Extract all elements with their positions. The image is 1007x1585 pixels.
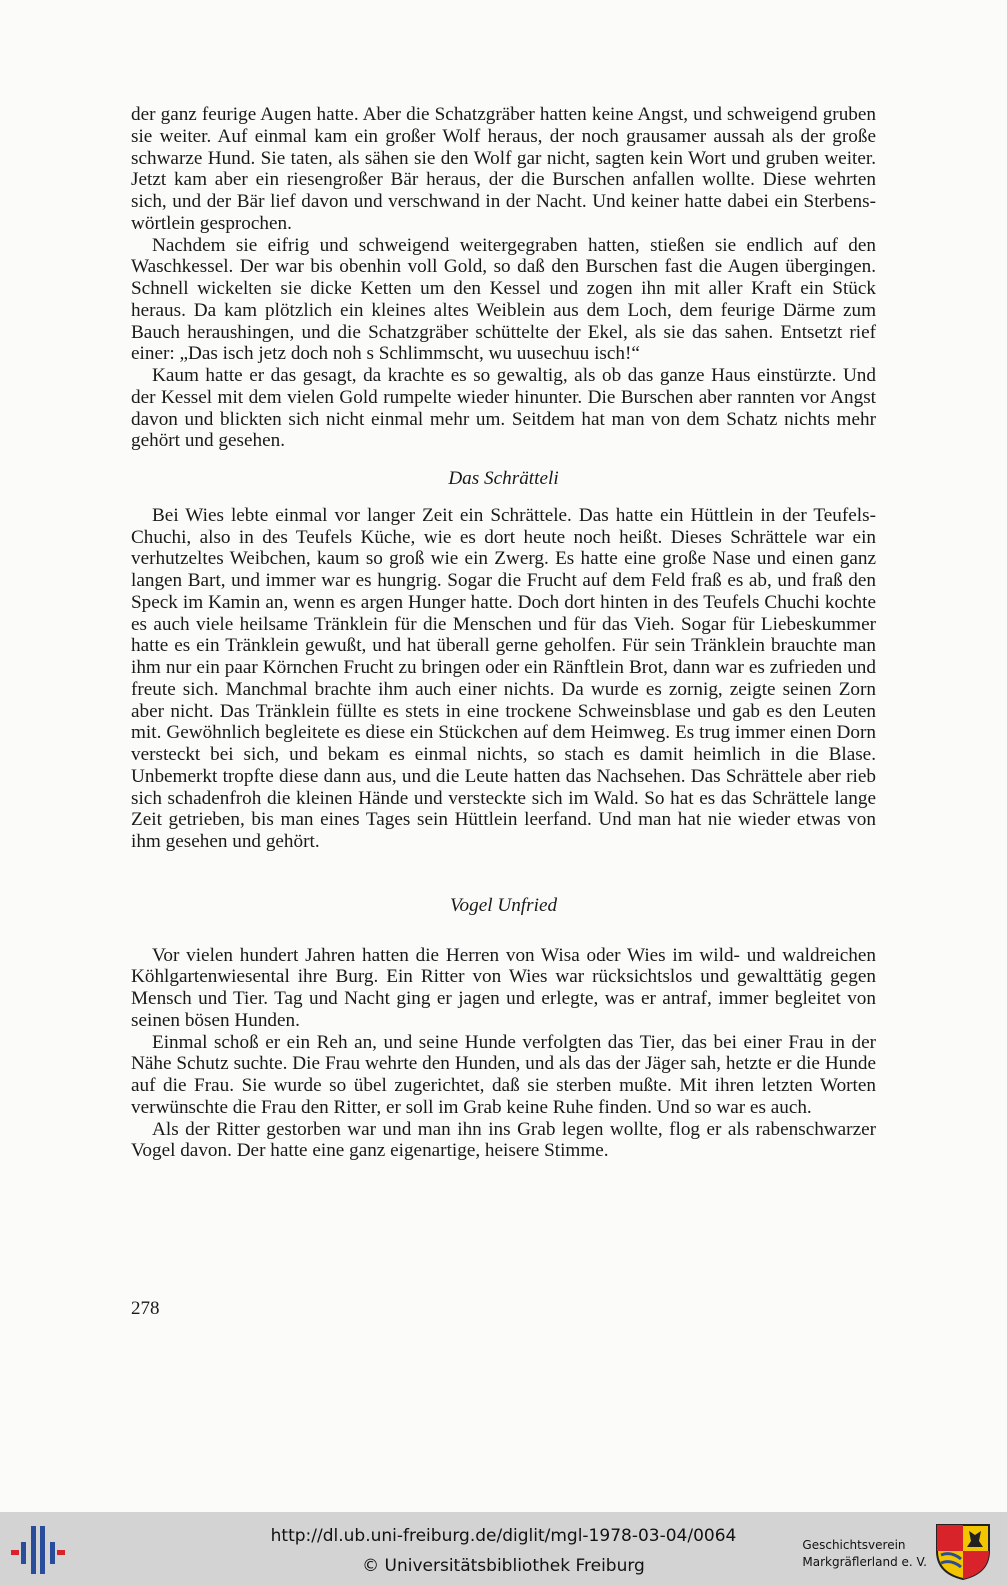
paragraph: Vor vielen hundert Jahren hatten die Herren von Wisa oder Wies im wild- und waldreichen Köhlgartenwiesental ihre Burg. Ein Ritter von Wies war rücksichtslos und gewalttätig gegen Mensch und Tier. Tag und Nacht ging er jagen und erlegte, was er antraf, immer begleitet von seinen bösen Hunden. [131,944,876,1031]
paragraph: Als der Ritter gestorben war und man ihn ins Grab legen wollte, flog er als rabenschwarzer Vogel davon. Der hatte eine ganz eigenartige, heisere Stimme. [131,1118,876,1162]
coat-of-arms-icon [933,1521,993,1581]
paragraph: Einmal schoß er ein Reh an, und seine Hunde verfolgten das Tier, das bei einer Frau in der Nähe Schutz suchte. Die Frau wehrte den Hunden, und als das der Jäger sah, hetzte er die Hunde auf die Frau. Sie wurde so übel zugerichtet, daß sie sterben mußte. Mit ihren letzten Worten verwünschte die Frau den Ritter, er soll im Grab keine Ruhe finden. Und so war es auch. [131,1031,876,1118]
organization-name [802,1537,927,1571]
paragraph: Nachdem sie eifrig und schweigend weitergegraben hatten, stießen sie endlich auf den Waschkessel. Der war bis obenhin voll Gold, so daß den Burschen fast die Augen übergingen. Schnell wickelten sie dicke Ketten um den Kessel und zogen ihn mit aller Kraft ein Stück heraus. Da kam plötzlich ein kleines altes Weiblein aus dem Loch, dem feurige Därme zum Bauch heraushingen, und die Schatzgräber schüttelte der Ekel, als sie das sahen. Entsetzt rief einer: „Das isch jetz doch noh s Schlimmscht, wu uusechuu isch!“ [131,234,876,365]
document-url-link[interactable]: http://dl.ub.uni-freiburg.de/diglit/mgl-1978-03-04/0064 [270,1526,737,1546]
footer-bar [0,1512,1007,1585]
paragraph: Bei Wies lebte einmal vor langer Zeit ein Schrättele. Das hatte ein Hüttlein in der Teufels-Chuchi, also in des Teufels Küche, wie es dort heute noch heißt. Dieses Schrättele war ein verhutzeltes Weibchen, kaum so groß wie ein Zwerg. Es hatte eine große Nase und einen ganz langen Bart, und immer war es hungrig. Sogar die Frucht auf dem Feld fraß es ab, und fraß den Speck im Kamin an, wenn es argen Hunger hatte. Doch dort hinten in des Teufels Chuchi kochte es auch viele heilsame Tränklein für die Menschen und für das Vieh. Sogar für Liebeskummer hatte es ein Tränklein gewußt, und hat überall gerne geholfen. Für sein Tränklein brauchte man ihm nur ein paar Körnchen Frucht zu bringen oder ein Ränftlein Brot, dann war es zufrieden und freute sich. Manchmal brachte ihm auch einer nichts. Da wurde es zornig, zeigte seinen Zorn aber nicht. Das Tränklein füllte es stets in eine trockene Schweinsblase und gab es den Leuten mit. Gewöhnlich begleitete es diese ein Stückchen auf dem Heimweg. Es trug immer einen Dorn versteckt bei sich, und bekam es einmal nichts, so stach es damit heimlich in die Blase. Unbemerkt tropfte diese dann aus, und die Leute hatten das Nachsehen. Das Schrättele aber rieb sich schadenfroh die kleinen Hände und versteckte sich im Wald. So hat es das Schrättele lange Zeit getrieben, bis man eines Tages sein Hüttlein leerfand. Und man hat nie wieder etwas von ihm gesehen und gehört. [131,504,876,852]
paragraph: Kaum hatte er das gesagt, da krachte es so gewaltig, als ob das ganze Haus einstürzte. Und der Kessel mit dem vielen Gold rumpelte wieder hinunter. Die Burschen aber rannten vor Angst davon und blickten sich nicht einmal mehr um. Seitdem hat man von dem Schatz nichts mehr gehört und gesehen. [131,365,876,452]
section-heading-schraetteli: Das Schrätteli [448,468,559,489]
organization-name-line1: Geschichtsverein [802,1538,906,1552]
paragraph: der ganz feurige Augen hatte. Aber die Schatzgräber hatten keine Angst, und schweigend gruben sie weiter. Auf einmal kam ein großer Wolf heraus, der noch grausamer aussah als der große schwarze Hund. Sie taten, als sähen sie den Wolf gar nicht, sagten kein Wort und gruben weiter. Jetzt kam aber ein riesengroßer Bär heraus, der die Burschen anfallen wollte. Diese wehrten sich, und der Bär lief davon und verschwand in der Nacht. Und keiner hatte dabei ein Sterbenswörtlein gesprochen. [131,104,876,234]
copyright-text: © Universitätsbibliothek Freiburg [362,1556,645,1576]
section-heading-vogel-unfried: Vogel Unfried [449,894,558,916]
organization-name-line2: Markgräflerland e. V. [802,1555,927,1569]
page-number: 278 [131,1298,160,1319]
text-block [131,104,876,1162]
